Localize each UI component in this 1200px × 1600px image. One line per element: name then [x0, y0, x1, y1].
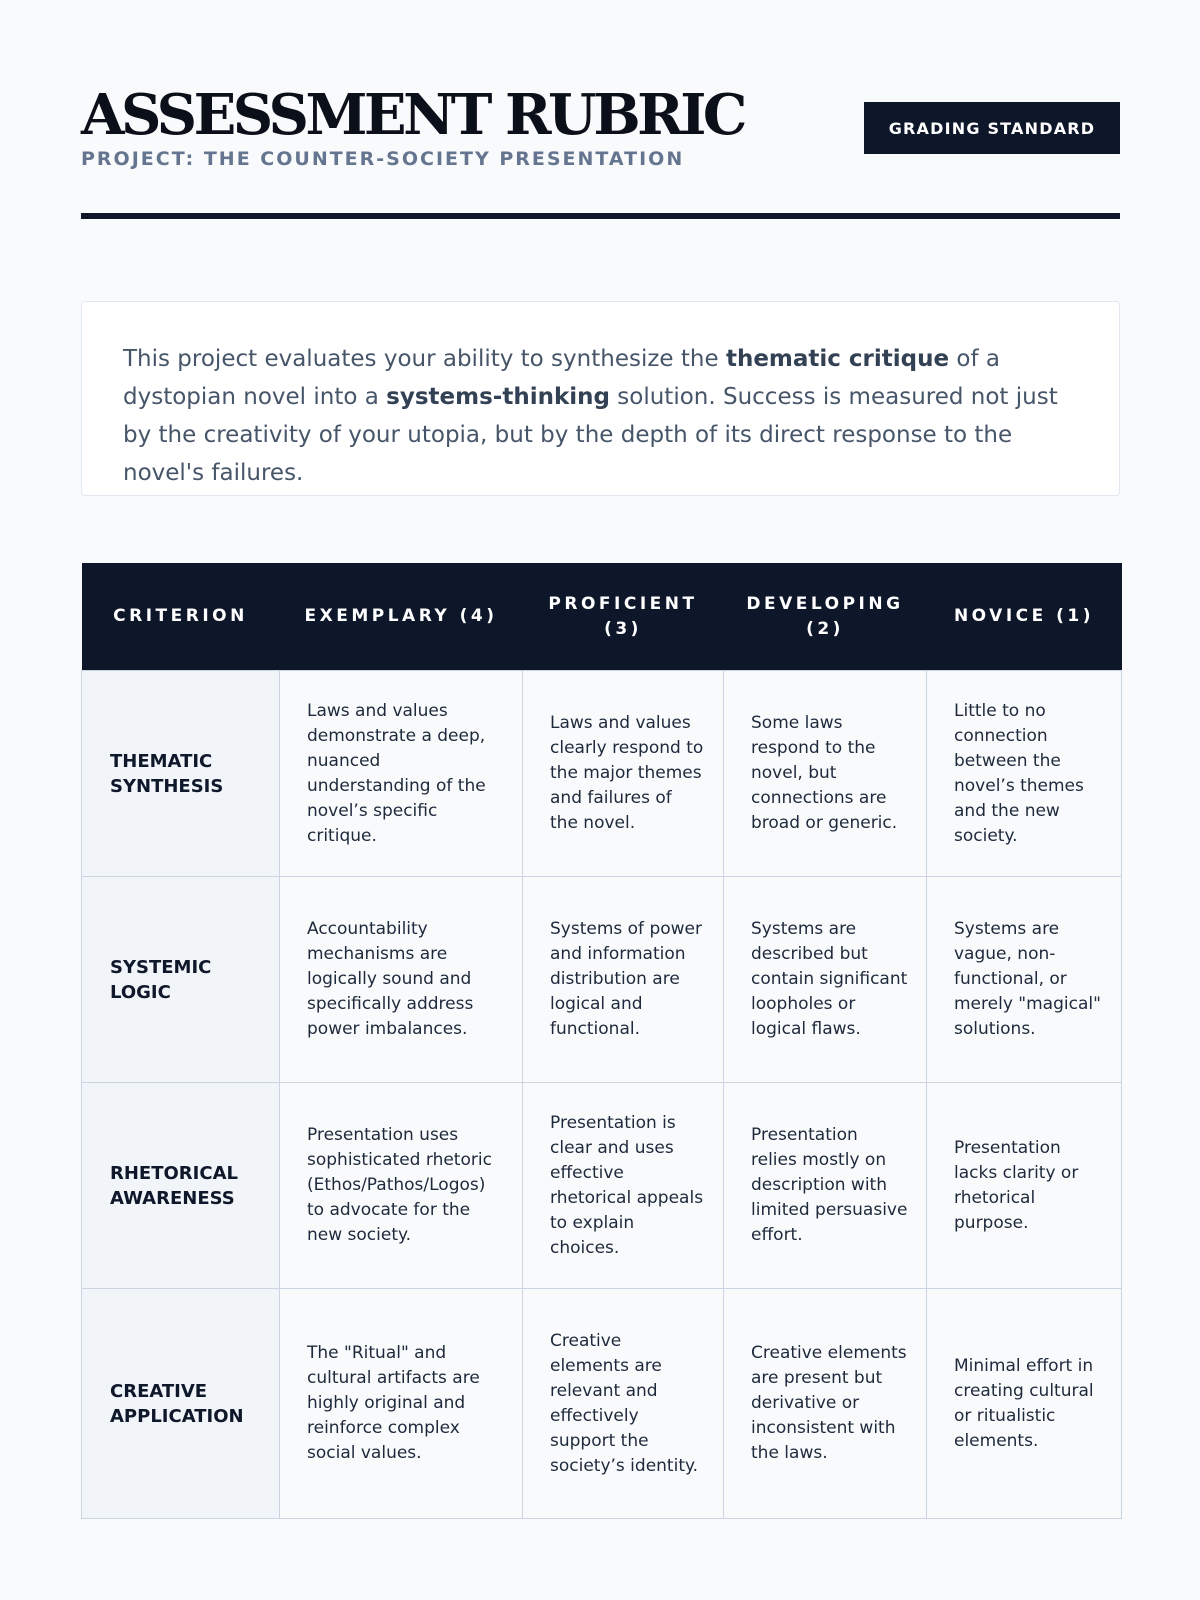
table-row — [82, 877, 1122, 1083]
intro-text-1: This project evaluates your ability to synthesize the — [123, 346, 726, 372]
proficient-cell: Systems of power and information distribution are logical and functional. — [523, 877, 724, 1083]
page-header — [81, 84, 1120, 184]
intro-text-3: solution. Success is measured not just by the creativity of your utopia, but by the depth of its direct response to the novel's failures. — [123, 384, 1058, 486]
novice-cell: Systems are vague, non-functional, or merely "magical" solutions. — [927, 877, 1122, 1083]
proficient-cell: Presentation is clear and uses effective rhetorical appeals to explain choices. — [523, 1083, 724, 1289]
table-row — [82, 1083, 1122, 1289]
intro-card — [81, 301, 1120, 496]
exemplary-cell: The "Ritual" and cultural artifacts are highly original and reinforce complex social values. — [280, 1289, 523, 1519]
novice-cell: Minimal effort in creating cultural or ritualistic elements. — [927, 1289, 1122, 1519]
criterion-cell: SYSTEMIC LOGIC — [82, 877, 280, 1083]
header-divider — [81, 213, 1120, 219]
criterion-cell: RHETORICAL AWARENESS — [82, 1083, 280, 1289]
page-title: ASSESSMENT RUBRIC — [81, 82, 744, 148]
developing-cell: Presentation relies mostly on description with limited persuasive effort. — [724, 1083, 927, 1289]
grading-standard-badge: GRADING STANDARD — [864, 102, 1120, 154]
proficient-cell: Creative elements are relevant and effectively support the society’s identity. — [523, 1289, 724, 1519]
header-criterion: CRITERION — [82, 563, 280, 671]
developing-cell: Some laws respond to the novel, but connections are broad or generic. — [724, 671, 927, 877]
novice-cell: Presentation lacks clarity or rhetorical purpose. — [927, 1083, 1122, 1289]
intro-bold-1: thematic critique — [725, 346, 950, 372]
page-subtitle: PROJECT: THE COUNTER-SOCIETY PRESENTATION — [81, 148, 685, 170]
criterion-cell: THEMATIC SYNTHESIS — [82, 671, 280, 877]
proficient-cell: Laws and values clearly respond to the major themes and failures of the novel. — [523, 671, 724, 877]
table-row — [82, 671, 1122, 877]
rubric-table — [81, 563, 1122, 1519]
table-row — [82, 1289, 1122, 1519]
intro-bold-2: systems-thinking — [386, 384, 610, 410]
developing-cell: Systems are described but contain significant loopholes or logical flaws. — [724, 877, 927, 1083]
header-proficient: PROFICIENT (3) — [523, 563, 724, 671]
exemplary-cell: Accountability mechanisms are logically sound and specifically address power imbalances. — [280, 877, 523, 1083]
header-exemplary: EXEMPLARY (4) — [280, 563, 523, 671]
table-header-row — [82, 563, 1122, 671]
novice-cell: Little to no connection between the novel’s themes and the new society. — [927, 671, 1122, 877]
exemplary-cell: Presentation uses sophisticated rhetoric (Ethos/Pathos/Logos) to advocate for the new society. — [280, 1083, 523, 1289]
intro-text-2: of a dystopian novel into a — [123, 346, 1000, 410]
criterion-cell: CREATIVE APPLICATION — [82, 1289, 280, 1519]
exemplary-cell: Laws and values demonstrate a deep, nuanced understanding of the novel’s specific critique. — [280, 671, 523, 877]
header-developing: DEVELOPING (2) — [724, 563, 927, 671]
header-novice: NOVICE (1) — [927, 563, 1122, 671]
developing-cell: Creative elements are present but derivative or inconsistent with the laws. — [724, 1289, 927, 1519]
